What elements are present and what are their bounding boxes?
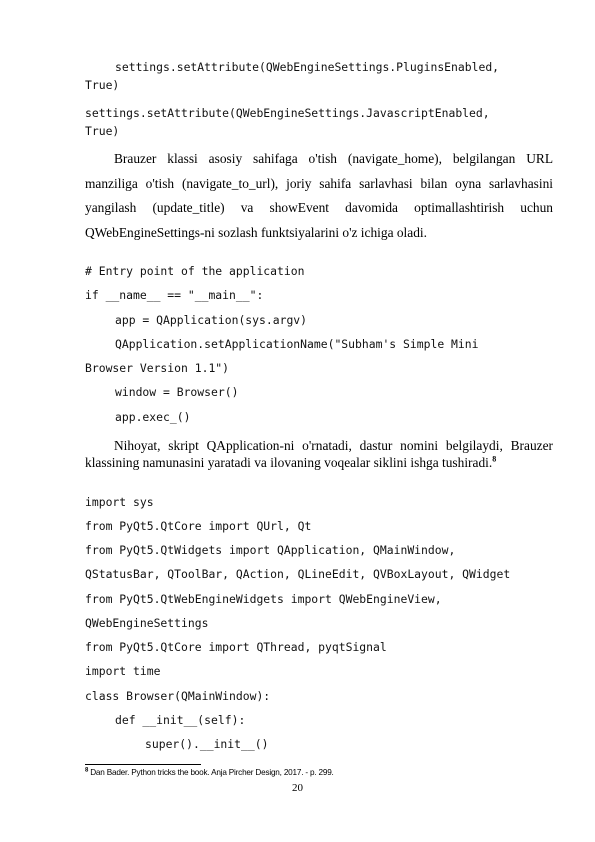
code-line: True) bbox=[85, 124, 120, 138]
code-line: super().__init__() bbox=[145, 737, 269, 751]
body-paragraph bbox=[85, 437, 553, 471]
code-line: settings.setAttribute(QWebEngineSettings.PluginsEnabled, bbox=[115, 60, 500, 74]
code-line: app = QApplication(sys.argv) bbox=[115, 313, 308, 327]
code-line: from PyQt5.QtWebEngineWidgets import QWebEngineView, bbox=[85, 592, 442, 606]
code-line: def __init__(self): bbox=[115, 713, 246, 727]
code-line: import sys bbox=[85, 495, 154, 509]
code-line: QStatusBar, QToolBar, QAction, QLineEdit, QVBoxLayout, QWidget bbox=[85, 567, 511, 581]
code-line: settings.setAttribute(QWebEngineSettings.JavascriptEnabled, bbox=[85, 106, 490, 120]
code-line: app.exec_() bbox=[115, 410, 191, 424]
page-number: 20 bbox=[292, 782, 303, 794]
code-line: Browser Version 1.1") bbox=[85, 361, 230, 375]
code-line: True) bbox=[85, 78, 120, 92]
footnote bbox=[85, 768, 334, 777]
code-line: from PyQt5.QtCore import QThread, pyqtSignal bbox=[85, 640, 387, 654]
footnote-number: 8 bbox=[85, 767, 89, 774]
code-line: QWebEngineSettings bbox=[85, 616, 209, 630]
body-paragraph: Brauzer klassi asosiy sahifaga o'tish (navigate_home), belgilangan URL manziliga o'tish (navigate_to_url), joriy sahifa sarlavhasi bilan oyna sarlavhasini yangilash (update_title) va showEvent davomida optimallashtirish uchun QWebEngineSettings-ni sozlash funktsiyalarini o'z ichiga oladi. bbox=[85, 151, 553, 240]
code-line: if __name__ == "__main__": bbox=[85, 288, 264, 302]
paragraph-text: Nihoyat, skript QApplication-ni o'rnatadi, dastur nomini belgilaydi, Brauzer klassining namunasini yaratadi va ilovaning voqealar siklini ishga tushiradi. bbox=[85, 438, 553, 470]
footnote-ref[interactable]: 8 bbox=[492, 454, 497, 464]
code-line: class Browser(QMainWindow): bbox=[85, 689, 271, 703]
code-line: window = Browser() bbox=[115, 385, 239, 399]
code-line: from PyQt5.QtWidgets import QApplication, QMainWindow, bbox=[85, 543, 456, 557]
footnote-text: Dan Bader. Python tricks the book. Anja Pircher Design, 2017. - p. 299. bbox=[90, 768, 334, 777]
code-line: from PyQt5.QtCore import QUrl, Qt bbox=[85, 519, 312, 533]
code-line: # Entry point of the application bbox=[85, 264, 305, 278]
footnote-divider bbox=[85, 764, 201, 765]
code-line: QApplication.setApplicationName("Subham's Simple Mini bbox=[115, 337, 479, 351]
code-line: import time bbox=[85, 664, 161, 678]
